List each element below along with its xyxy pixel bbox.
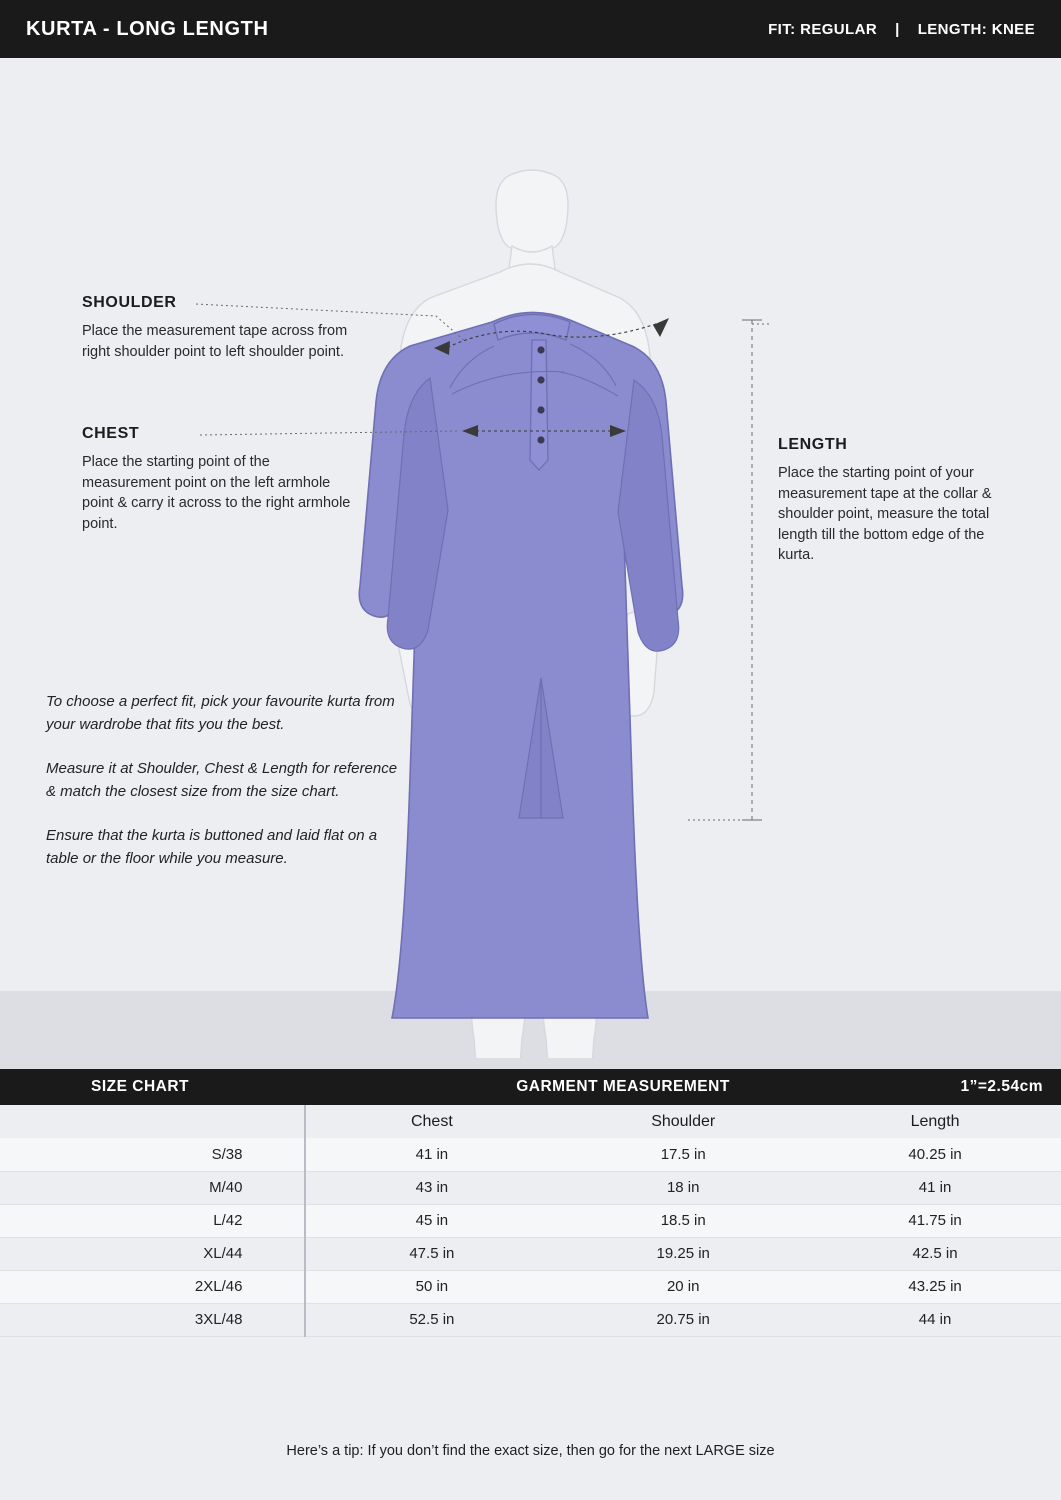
callout-chest [82, 425, 357, 534]
column-header-shoulder: Shoulder [651, 1112, 716, 1130]
cell-length: 41.75 in [809, 1204, 1061, 1237]
length-label: LENGTH: KNEE [917, 20, 1035, 38]
illustration-area [0, 58, 1061, 1058]
fit-label: FIT: REGULAR [768, 20, 878, 38]
size-chart-table [0, 1105, 1061, 1337]
column-header-blank [0, 1105, 305, 1138]
table-row [0, 1138, 1061, 1171]
size-chart-title: SIZE CHART [91, 1078, 189, 1095]
garment-measurement-title: GARMENT MEASUREMENT [516, 1078, 730, 1095]
cell-chest: 45 in [305, 1204, 557, 1237]
callout-chest-body: Place the starting point of the measurement point on the left armhole point & carry it across to the right armhole point. [82, 454, 351, 532]
cell-chest: 52.5 in [305, 1303, 557, 1336]
footer-tip: Here’s a tip: If you don’t find the exact size, then go for the next LARGE size [286, 1443, 775, 1459]
tip-paragraph-3: Ensure that the kurta is buttoned and laid flat on a table or the floor while you measure. [46, 827, 378, 867]
cell-size: S/38 [0, 1138, 305, 1171]
tip-paragraph-2: Measure it at Shoulder, Chest & Length for reference & match the closest size from the size chart. [46, 760, 398, 800]
callout-shoulder [82, 294, 357, 362]
cell-length: 44 in [809, 1303, 1061, 1336]
cell-length: 40.25 in [809, 1138, 1061, 1171]
table-row [0, 1171, 1061, 1204]
cell-chest: 41 in [305, 1138, 557, 1171]
cell-shoulder: 18.5 in [557, 1204, 809, 1237]
table-header-row [0, 1105, 1061, 1138]
column-header-chest: Chest [410, 1112, 453, 1130]
table-row [0, 1237, 1061, 1270]
table-row [0, 1270, 1061, 1303]
table-row [0, 1204, 1061, 1237]
header-separator: | [895, 20, 900, 38]
cell-shoulder: 20.75 in [557, 1303, 809, 1336]
cell-size: 3XL/48 [0, 1303, 305, 1336]
cell-length: 41 in [809, 1171, 1061, 1204]
kurta-placket [530, 340, 548, 470]
page-header [0, 0, 1061, 58]
cell-size: M/40 [0, 1171, 305, 1204]
size-chart-header [0, 1069, 1061, 1105]
size-chart [0, 1069, 1061, 1337]
length-bracket-icon [742, 320, 762, 820]
cell-shoulder: 20 in [557, 1270, 809, 1303]
callout-chest-title: CHEST [82, 425, 140, 442]
cell-chest: 50 in [305, 1270, 557, 1303]
cell-shoulder: 19.25 in [557, 1237, 809, 1270]
cell-size: XL/44 [0, 1237, 305, 1270]
conversion-note: 1”=2.54cm [960, 1078, 1043, 1095]
callout-length-body: Place the starting point of your measurement tape at the collar & shoulder point, measure the total length till the bottom edge of the kurta. [778, 465, 992, 564]
callout-length [778, 436, 1018, 566]
callout-shoulder-title: SHOULDER [82, 294, 177, 311]
column-header-length: Length [910, 1112, 960, 1130]
table-row [0, 1303, 1061, 1336]
cell-length: 43.25 in [809, 1270, 1061, 1303]
cell-shoulder: 17.5 in [557, 1138, 809, 1171]
page-title: KURTA - LONG LENGTH [26, 17, 269, 40]
cell-shoulder: 18 in [557, 1171, 809, 1204]
callout-shoulder-body: Place the measurement tape across from right shoulder point to left shoulder point. [82, 323, 348, 360]
cell-chest: 43 in [305, 1171, 557, 1204]
cell-length: 42.5 in [809, 1237, 1061, 1270]
measurement-tips [46, 691, 411, 870]
cell-size: 2XL/46 [0, 1270, 305, 1303]
cell-size: L/42 [0, 1204, 305, 1237]
header-meta [768, 21, 1035, 38]
callout-length-title: LENGTH [778, 436, 848, 453]
cell-chest: 47.5 in [305, 1237, 557, 1270]
tip-paragraph-1: To choose a perfect fit, pick your favourite kurta from your wardrobe that fits you the best. [46, 693, 395, 733]
